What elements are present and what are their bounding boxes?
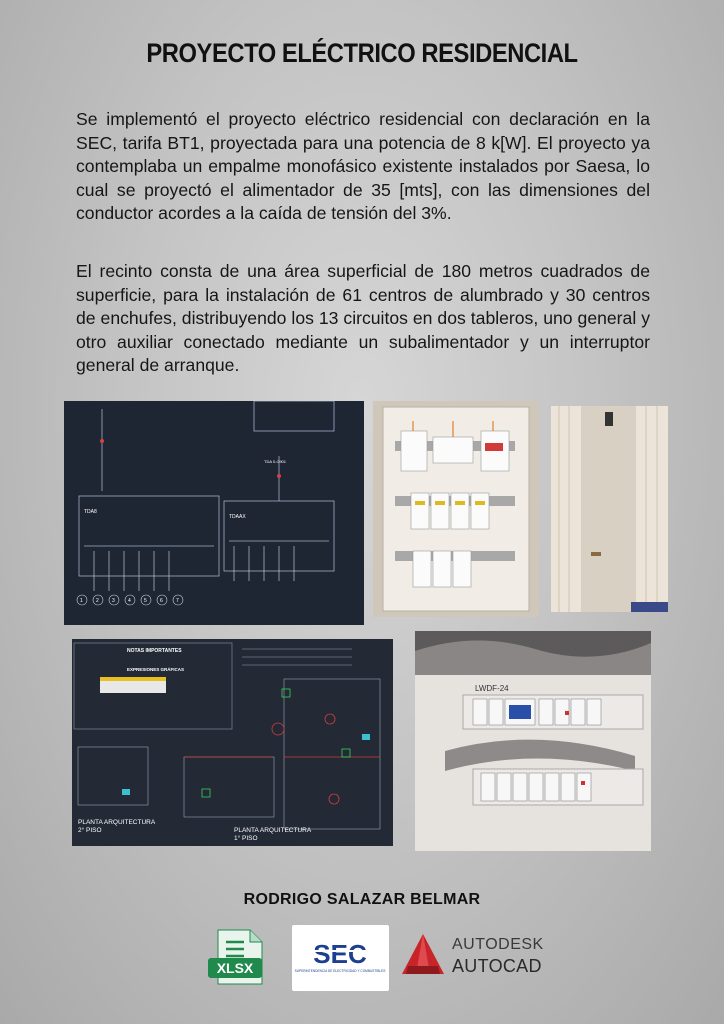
single-line-diagram-image — [64, 401, 364, 625]
circuit-number: 6 — [160, 598, 163, 604]
autodesk-text: AUTODESK — [452, 936, 544, 953]
floor-2-label: PLANTA ARQUITECTURA — [78, 819, 156, 826]
sec-logo — [292, 925, 389, 991]
board-general-label: TDA8 — [84, 509, 97, 515]
board-aux-label: TDAAX — [229, 514, 246, 520]
floor-plan-image — [72, 639, 393, 846]
floor-2-number: 2° PISO — [78, 827, 102, 834]
room-curtains-photo — [551, 406, 668, 612]
circuit-number: 7 — [176, 598, 179, 604]
circuit-number: 2 — [96, 598, 99, 604]
autocad-logo — [400, 932, 550, 982]
description-paragraph: El recinto consta de una área superficial de 180 metros cuadrados de superficie, para la instalación de 61 centros de alumbrado y 30 centros de enchufes, distribuyendo los 13 circuitos en dos tableros, uno general y otro auxiliar conectado mediante un subalimentador y un interruptor general de arranque. — [76, 261, 650, 376]
excel-xlsx-icon — [206, 928, 268, 986]
circuit-number: 1 — [80, 598, 83, 604]
autocad-icon — [400, 932, 446, 978]
sec-subtitle: SUPERINTENDENCIA DE ELECTRICIDAD Y COMBUSTIBLES — [294, 969, 386, 973]
breaker-box-photo — [415, 631, 651, 851]
board-aux-header-label: TDA 0-C901 — [264, 459, 287, 464]
photo-board-label: LWDF-24 — [475, 684, 509, 693]
autocad-text: AUTOCAD — [452, 956, 542, 976]
circuit-number: 5 — [144, 598, 147, 604]
sec-text: SEC — [313, 939, 367, 969]
circuit-number: 4 — [128, 598, 131, 604]
xlsx-text: XLSX — [216, 960, 254, 976]
electrical-panel-photo — [373, 401, 539, 617]
intro-paragraph: Se implementó el proyecto eléctrico residencial con declaración en la SEC, tarifa BT1, proyectada para una potencia de 8 k[W]. El proyecto ya contemplaba un empalme monofásico existente instalados por Saesa, lo cual se proyectó el alimentador de 35 [mts], con las dimensiones del conductor acordes a la caída de tensión del 3%. — [76, 109, 650, 224]
author-name: RODRIGO SALAZAR BELMAR — [243, 891, 481, 908]
floor-1-label: PLANTA ARQUITECTURA — [234, 827, 312, 834]
notes-title: NOTAS IMPORTANTES — [127, 648, 182, 654]
circuit-number: 3 — [112, 598, 115, 604]
page-title: PROYECTO ELÉCTRICO RESIDENCIAL — [146, 38, 578, 68]
floor-1-number: 1° PISO — [234, 835, 258, 842]
expressions-title: EXPRESIONES GRÁFICAS — [127, 667, 185, 672]
